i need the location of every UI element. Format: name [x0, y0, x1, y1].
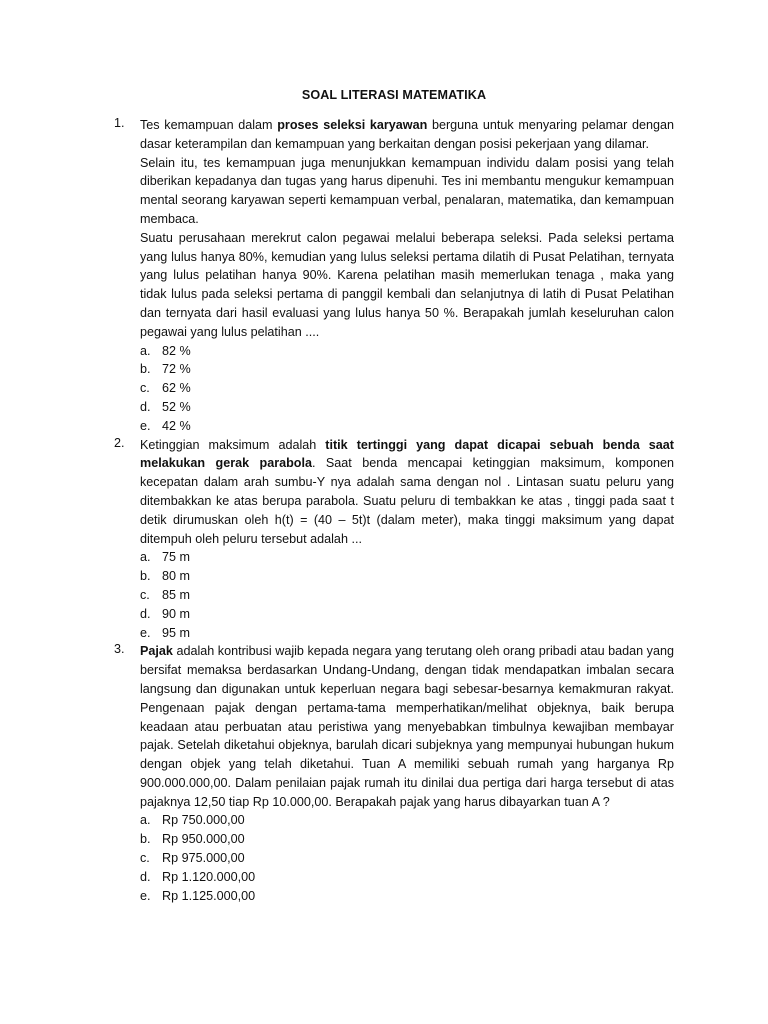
answer-option — [140, 605, 674, 624]
option-text: 52 % — [162, 399, 191, 414]
answer-option — [140, 548, 674, 567]
question-paragraph — [140, 642, 674, 811]
option-text: 85 m — [162, 587, 190, 602]
answer-options — [140, 342, 674, 436]
option-letter: a. — [140, 813, 151, 828]
text-run: berguna untuk menyaring pelamar dengan dasar keterampilan dan kemampuan yang berkaitan dengan posisi pekerjaan yang dilamar. — [140, 118, 674, 151]
option-letter: d. — [140, 399, 151, 414]
question-paragraph — [140, 436, 674, 549]
option-text: Rp 750.000,00 — [162, 813, 245, 828]
option-letter: c. — [140, 587, 150, 602]
option-text: 42 % — [162, 418, 191, 433]
bold-text: proses seleksi karyawan — [277, 118, 428, 132]
option-letter: b. — [140, 569, 151, 584]
bold-text: Pajak — [140, 644, 173, 659]
option-text: Rp 1.120.000,00 — [162, 869, 256, 884]
question-number: 1. — [114, 116, 125, 130]
text-run: Tes kemampuan dalam — [140, 118, 278, 132]
answer-options — [140, 548, 674, 642]
text-run: . Saat benda mencapai ketinggian maksimum, komponen kecepatan dalam arah sumbu-Y nya adalah sama dengan nol . Lintasan suatu peluru yang ditembakkan ke atas berupa parabola. Suatu peluru di tembakkan ke atas , tinggi pada saat t detik dirumuskan oleh h(t) = (40 – 5t)t (dalam meter), maka tinggi maksimum yang dapat ditempuh oleh peluru tersebut adalah ... — [140, 456, 675, 546]
question-1 — [114, 116, 674, 436]
answer-option — [140, 360, 674, 379]
document-title: SOAL LITERASI MATEMATIKA — [301, 88, 487, 102]
question-number: 2. — [114, 435, 125, 450]
answer-option — [140, 586, 674, 605]
answer-option — [140, 868, 674, 887]
bold-text: titik tertinggi yang dapat dicapai sebuah benda saat melakukan gerak parabola — [140, 437, 674, 471]
text-run: adalah kontribusi wajib kepada negara yang terutang oleh orang pribadi atau badan yang bersifat memaksa berdasarkan Undang-Undang, dengan tidak mendapatkan imbalan secara langsung dan digunakan untuk keperluan negara bagi sebesar-besarnya kemakmuran rakyat. Pengenaan pajak dengan pertama-tama memperhatikan/melihat objeknya, baik berupa keadaan atau perbuatan atau peristiwa yang menyebabkan timbulnya kewajiban membayar pajak. Setelah diketahui objeknya, barulah dicari subjeknya yang mempunyai hubungan hukum dengan objek yang telah diketahui. Tuan A memiliki sebuah rumah yang harganya Rp 900.000.000,00. Dalam penilaian pajak rumah itu dinilai dua pertiga dari harga tersebut di atas pajaknya 12,50 tiap Rp 10.000,00. Berapakah pajak yang harus dibayarkan tuan A ? — [140, 644, 674, 809]
option-text: 95 m — [162, 625, 190, 640]
option-letter: a. — [140, 343, 151, 358]
question-paragraph: Selain itu, tes kemampuan juga menunjukkan kemampuan individu dalam posisi yang telah diberikan kepadanya dan tugas yang harus dipenuhi. Tes ini membantu mengukur kemampuan mental seorang karyawan seperti kemampuan verbal, penalaran, matematika, dan kemampuan membaca. — [140, 155, 674, 226]
option-text: 72 % — [162, 362, 191, 377]
answer-option — [140, 417, 674, 436]
option-letter: e. — [140, 418, 151, 433]
option-text: 80 m — [162, 569, 190, 584]
answer-option — [140, 342, 674, 361]
option-letter: c. — [140, 851, 150, 866]
question-paragraph: Suatu perusahaan merekrut calon pegawai melalui beberapa seleksi. Pada seleksi pertama yang lulus hanya 80%, kemudian yang lulus seleksi pertama dilatih di Pusat Pelatihan, ternyata yang lulus pelatihan hanya 90%. Karena pelatihan masih memerlukan tenaga , maka yang tidak lulus pada seleksi pertama di panggil kembali dan selanjutnya di latih di Pusat Pelatihan dan ternyata dari hasil evaluasi yang lulus hanya 50 %. Berapakah jumlah keseluruhan calon pegawai yang lulus pelatihan .... — [140, 230, 674, 339]
option-letter: e. — [140, 888, 151, 903]
option-text: 90 m — [162, 606, 190, 621]
option-letter: b. — [140, 362, 151, 377]
answer-options — [140, 811, 674, 905]
answer-option — [140, 624, 674, 643]
option-letter: c. — [140, 381, 150, 396]
option-text: Rp 1.125.000,00 — [162, 888, 256, 903]
answer-option — [140, 567, 674, 586]
text-run: Ketinggian maksimum adalah — [140, 437, 326, 452]
answer-option — [140, 398, 674, 417]
option-letter: a. — [140, 550, 151, 565]
option-text: 62 % — [162, 381, 191, 396]
answer-option — [140, 849, 674, 868]
option-text: 75 m — [162, 550, 190, 565]
question-3 — [114, 642, 674, 905]
option-letter: b. — [140, 832, 151, 847]
option-letter: e. — [140, 625, 151, 640]
option-text: Rp 950.000,00 — [162, 832, 245, 847]
question-number: 3. — [114, 642, 125, 657]
question-paragraph — [140, 116, 674, 154]
option-text: Rp 975.000,00 — [162, 851, 245, 866]
answer-option — [140, 887, 674, 906]
answer-option — [140, 830, 674, 849]
option-letter: d. — [140, 606, 151, 621]
option-text: 82 % — [162, 343, 191, 358]
answer-option — [140, 811, 674, 830]
answer-option — [140, 379, 674, 398]
question-2 — [114, 436, 674, 643]
option-letter: d. — [140, 869, 151, 884]
